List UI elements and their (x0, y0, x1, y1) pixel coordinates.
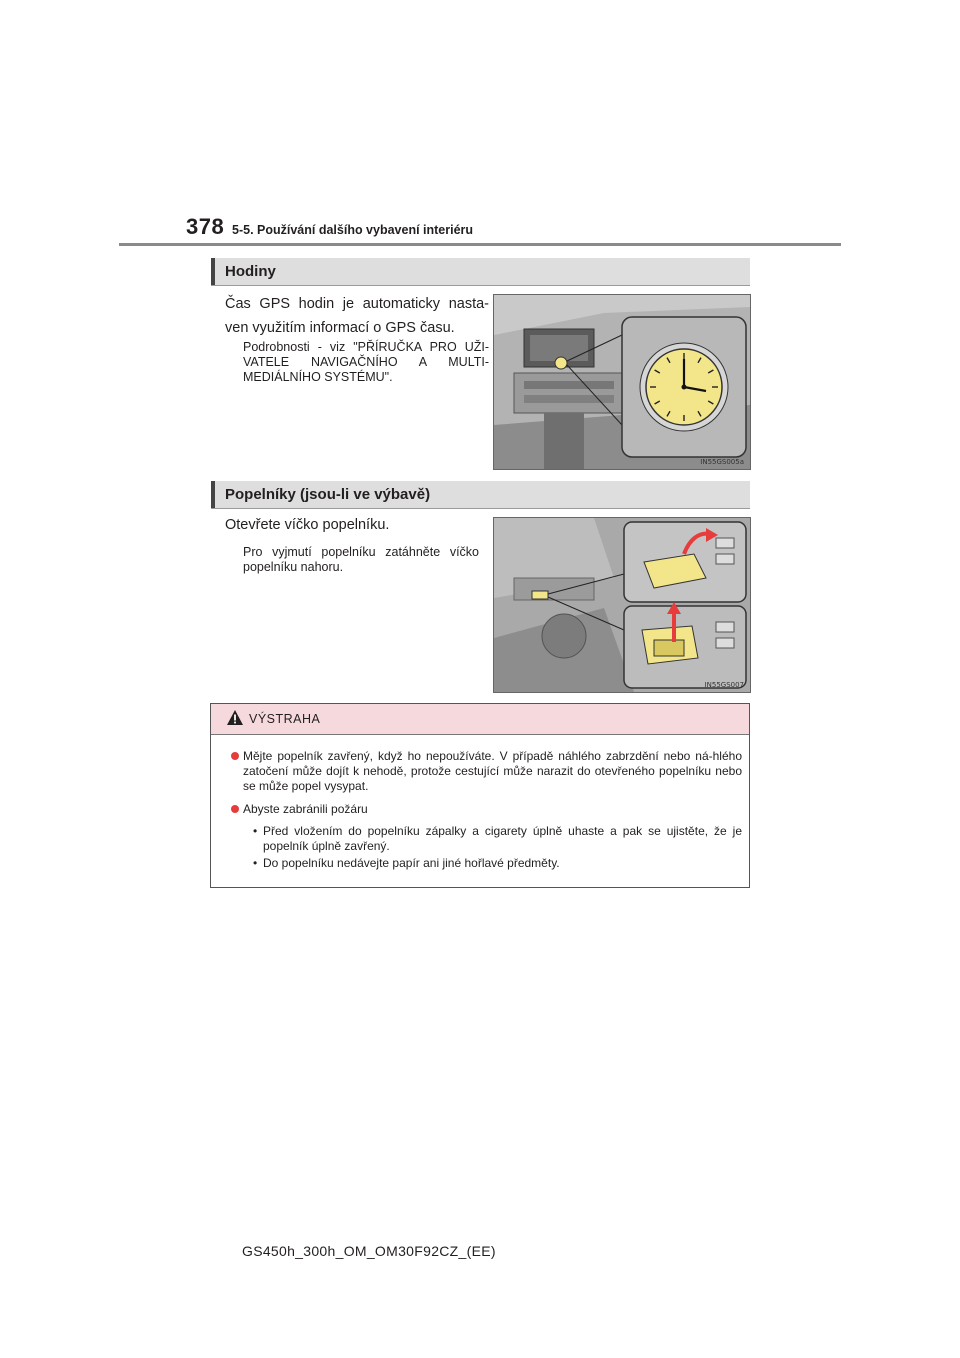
document-code: GS450h_300h_OM_OM30F92CZ_(EE) (242, 1243, 496, 1259)
ashtray-section-title: Popelníky (jsou-li ve výbavě) (225, 486, 431, 503)
clock-section-heading (211, 258, 750, 286)
clock-figure-code: IN55GS005a (700, 458, 744, 466)
heading-bar (211, 258, 215, 285)
clock-section-title: Hodiny (225, 263, 276, 280)
warning-sub-item-paper (253, 856, 742, 871)
heading-bar (211, 481, 215, 508)
warning-sub-item-extinguish-text: Před vložením do popelníku zápalky a cigarety úplně uhaste a pak se ujistěte, že je popelník úplně zavřený. (263, 824, 742, 853)
clock-note: Podrobnosti - viz "PŘÍRUČKA PRO UŽI-VATELE NAVIGAČNÍHO A MULTI-MEDIÁLNÍHO SYSTÉMU". (243, 340, 489, 384)
warning-box (210, 703, 750, 888)
section-title: 5-5. Používání dalšího vybavení interiéru (232, 223, 474, 237)
warning-item-fire (243, 802, 742, 817)
ashtray-description: Otevřete víčko popelníku. (225, 517, 390, 533)
page-number: 378 (186, 214, 225, 239)
header-rule (119, 243, 841, 246)
ashtray-section-heading (211, 481, 750, 509)
sub-bullet-icon: • (253, 824, 258, 838)
red-bullet-icon (231, 752, 239, 760)
warning-title: VÝSTRAHA (249, 712, 321, 726)
ashtray-note: Pro vyjmutí popelníku zatáhněte víčko popelníku nahoru. (243, 545, 479, 574)
sub-bullet-icon: • (253, 856, 258, 870)
warning-sub-item-extinguish (253, 824, 742, 854)
warning-triangle-icon (227, 710, 243, 725)
red-bullet-icon (231, 805, 239, 813)
warning-header (211, 704, 749, 735)
ashtray-figure-code: IN55GS007 (704, 681, 744, 689)
clock-description: Čas GPS hodin je automaticky nasta-ven využitím informací o GPS času. (225, 296, 489, 336)
ashtray-illustration (494, 518, 750, 692)
warning-item-closed-text: Mějte popelník zavřený, když ho nepoužíváte. V případě náhlého zabrzdění nebo ná-hlého zatočení může dojít k nehodě, protože cestující může narazit do otevřeného popelníku nebo se může popel vysypat. (243, 749, 742, 793)
warning-sub-item-paper-text: Do popelníku nedávejte papír ani jiné hořlavé předměty. (263, 856, 560, 870)
clock-illustration (494, 295, 750, 469)
ashtray-figure (493, 517, 751, 693)
warning-item-fire-text: Abyste zabránili požáru (243, 802, 368, 816)
clock-figure (493, 294, 751, 470)
warning-item-closed (243, 749, 742, 794)
